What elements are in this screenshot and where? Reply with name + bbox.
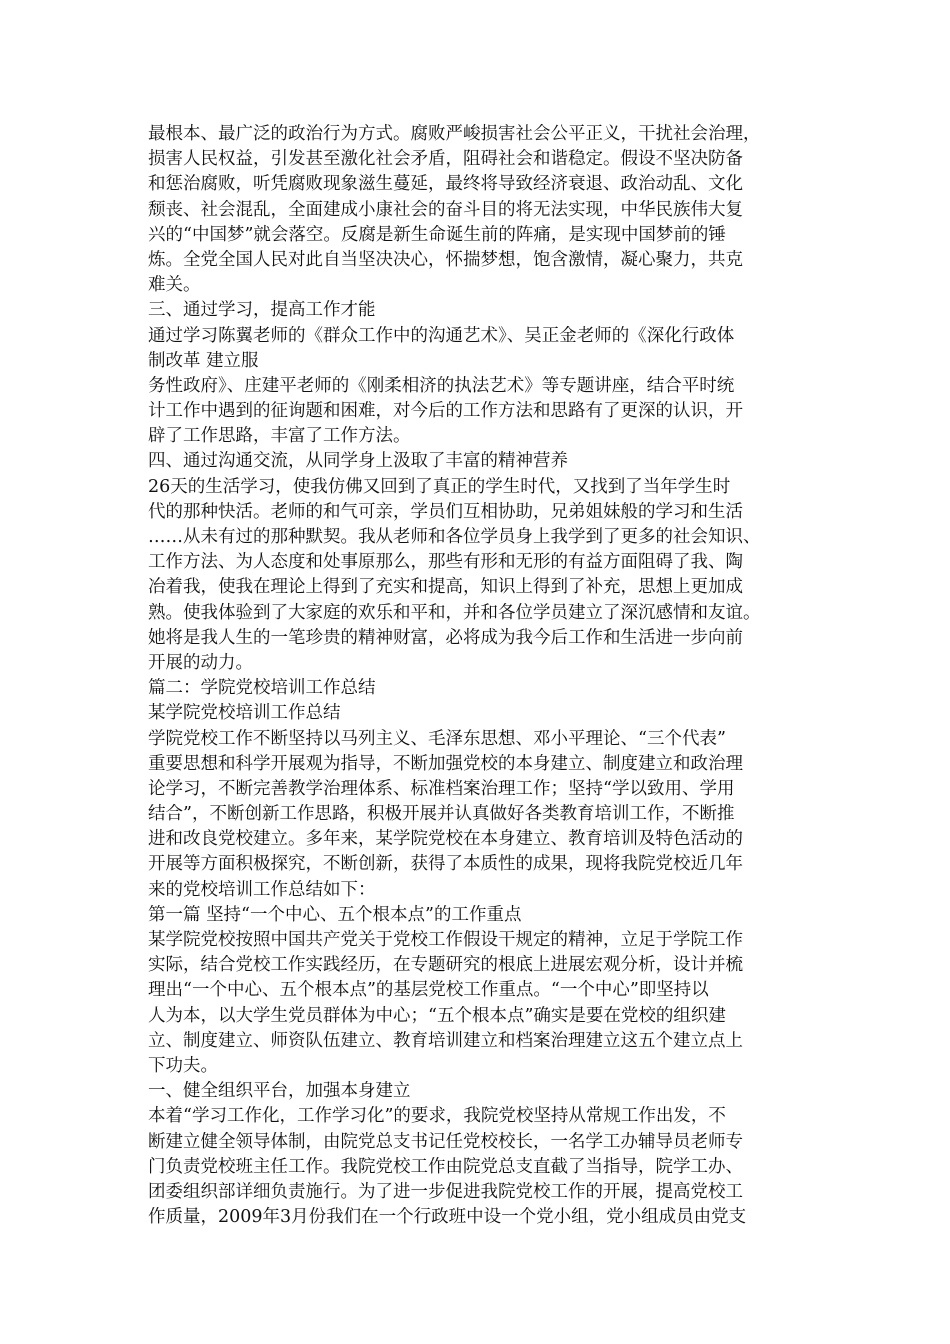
text-line: 开展的动力。 — [148, 652, 253, 673]
text-line: 团委组织部详细负责施行。为了进一步促进我院党校工作的开展，提高党校工 — [148, 1181, 743, 1202]
text-line: 熟。使我体验到了大家庭的欢乐和平和，并和各位学员建立了深沉感情和友谊。 — [148, 602, 761, 623]
text-line: 26天的生活学习，使我仿佛又回到了真正的学生时代，又找到了当年学生时 — [148, 476, 731, 497]
text-line: 计工作中遇到的征询题和困难，对今后的工作方法和思路有了更深的认识，开 — [148, 401, 743, 422]
text-line: 论学习，不断完善教学治理体系、标准档案治理工作；坚持“学以致用、学用 — [148, 778, 735, 799]
text-line: 下功夫。 — [148, 1055, 218, 1076]
text-line: 理出“一个中心、五个根本点”的基层党校工作重点。“一个中心”即坚持以 — [148, 980, 709, 1001]
text-line: 开展等方面积极探究，不断创新，获得了本质性的成果，现将我院党校近几年 — [148, 854, 743, 875]
text-line: 门负责党校班主任工作。我院党校工作由院党总支直截了当指导，院学工办、 — [148, 1156, 743, 1177]
text-line: 本着“学习工作化，工作学习化”的要求，我院党校坚持从常规工作出发，不 — [148, 1106, 726, 1127]
text-line: 和惩治腐败，听凭腐败现象滋生蔓延，最终将导致经济衰退、政治动乱、文化 — [148, 174, 743, 195]
text-line: 务性政府》、庄建平老师的《刚柔相济的执法艺术》等专题讲座，结合平时统 — [148, 375, 735, 396]
text-line: 冶着我，使我在理论上得到了充实和提高，知识上得到了补充，思想上更加成 — [148, 577, 743, 598]
text-line: 学院党校工作不断坚持以马列主义、毛泽东思想、邓小平理论、“三个代表” — [148, 728, 726, 749]
text-line: 某学院党校按照中国共产党关于党校工作假设干规定的精神，立足于学院工作 — [148, 930, 743, 950]
text-line: 人为本，以大学生党员群体为中心；“五个根本点”确实是要在党校的组织建 — [148, 1005, 726, 1026]
text-line: 制改革 建立服 — [148, 350, 259, 371]
text-line: 三、通过学习，提高工作才能 — [148, 300, 376, 321]
text-line: 篇二：学院党校培训工作总结 — [148, 678, 376, 699]
document-body — [148, 122, 808, 1230]
text-line: 最根本、最广泛的政治行为方式。腐败严峻损害社会公平正义，干扰社会治理， — [148, 124, 761, 144]
text-line: 结合”，不断创新工作思路，积极开展并认真做好各类教育培训工作，不断推 — [148, 804, 735, 825]
text-line: 难关。 — [148, 275, 201, 296]
text-line: ……从未有过的那种默契。我从老师和各位学员身上我学到了更多的社会知识、 — [148, 527, 761, 547]
text-line: 断建立健全领导体制，由院党总支书记任党校校长，一名学工办辅导员老师专 — [148, 1131, 743, 1152]
text-line: 重要思想和科学开展观为指导，不断加强党校的本身建立、制度建立和政治理 — [148, 753, 743, 774]
text-line: 颓丧、社会混乱，全面建成小康社会的奋斗目的将无法实现，中华民族伟大复 — [148, 199, 743, 220]
text-line: 进和改良党校建立。多年来，某学院党校在本身建立、教育培训及特色活动的 — [148, 829, 743, 850]
text-line: 来的党校培训工作总结如下： — [148, 879, 376, 900]
text-line: 她将是我人生的一笔珍贵的精神财富，必将成为我今后工作和生活进一步向前 — [148, 627, 743, 648]
text-line: 某学院党校培训工作总结 — [148, 703, 341, 724]
text-line: 四、通过沟通交流，从同学身上汲取了丰富的精神营养 — [148, 451, 568, 472]
text-line: 工作方法、为人态度和处事原那么，那些有形和无形的有益方面阻碍了我、陶 — [148, 552, 743, 573]
text-line: 通过学习陈翼老师的《群众工作中的沟通艺术》、吴正金老师的《深化行政体 — [148, 325, 735, 346]
text-line: 兴的“中国梦”就会落空。反腐是新生命诞生前的阵痛，是实现中国梦前的锤 — [148, 224, 726, 245]
text-line: 第一篇 坚持“一个中心、五个根本点”的工作重点 — [148, 904, 522, 925]
text-line: 炼。全党全国人民对此自当坚决决心，怀揣梦想，饱含激情，凝心聚力，共克 — [148, 249, 743, 270]
text-line: 损害人民权益，引发甚至激化社会矛盾，阻碍社会和谐稳定。假设不坚决防备 — [148, 149, 743, 170]
text-line: 实际，结合党校工作实践经历，在专题研究的根底上进展宏观分析，设计并梳 — [148, 955, 743, 976]
text-line: 辟了工作思路，丰富了工作方法。 — [148, 426, 411, 447]
text-line: 代的那种快活。老师的和气可亲，学员们互相协助，兄弟姐妹般的学习和生活 — [148, 501, 743, 522]
text-line: 立、制度建立、师资队伍建立、教育培训建立和档案治理建立这五个建立点上 — [148, 1030, 743, 1051]
text-line: 一、健全组织平台，加强本身建立 — [148, 1081, 411, 1102]
text-line: 作质量，2009年3月份我们在一个行政班中设一个党小组，党小组成员由党支 — [148, 1207, 747, 1228]
